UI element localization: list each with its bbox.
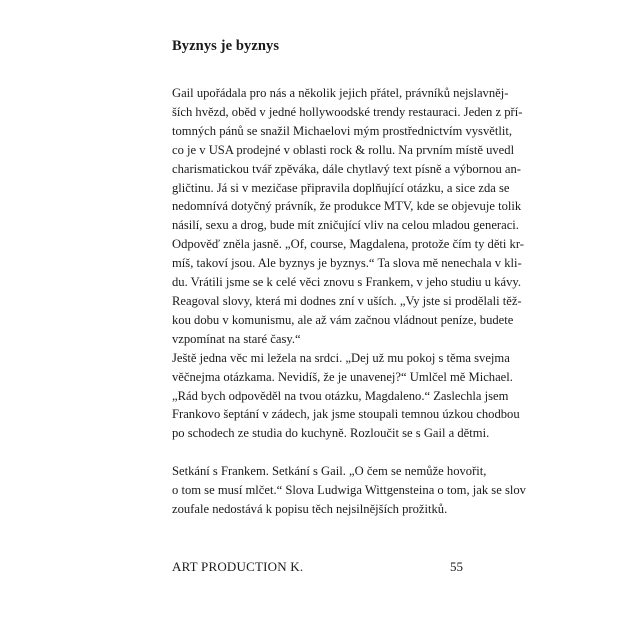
chapter-heading: Byznys je byznys (172, 38, 280, 54)
text-line: charismatickou tvář zpěváka, dále chytlavý text písně a výbornou an- (172, 161, 521, 176)
text-line: tomných pánů se snažil Michaelovi mým prostřednictvím vysvětlit, (172, 123, 512, 138)
text-line: du. Vrátili jsme se k celé věci znovu s Frankem, v jeho studiu u kávy. (172, 275, 521, 290)
text-line: po schodech ze studia do kuchyně. Rozloučit se s Gail a dětmi. (172, 426, 490, 441)
text-line: kou dobu v komunismu, ale až vám začnou vládnout peníze, budete (172, 312, 514, 327)
text-line: ších hvězd, oběd v jedné hollywoodské trendy restauraci. Jeden z pří- (172, 104, 523, 119)
text-line: o tom se musí mlčet.“ Slova Ludwiga Wittgensteina o tom, jak se slov (172, 483, 526, 498)
text-line: Setkání s Frankem. Setkání s Gail. „O čem se nemůže hovořit, (172, 464, 487, 479)
paragraph-2 (172, 349, 520, 444)
text-line: nedomnívá dotyčný právník, že produkce MTV, kde se objevuje tolik (172, 199, 522, 214)
body-text (172, 84, 526, 519)
text-line: „Rád bych odpověděl na tvou otázku, Magdaleno.“ Zaslechla jsem (172, 388, 509, 403)
text-line: Odpověď zněla jasně. „Of, course, Magdalena, protože čím ty děti kr- (172, 237, 524, 252)
footer-publisher: ART PRODUCTION K. (172, 559, 304, 574)
text-line: co je v USA prodejné v oblasti rock & rollu. Na prvním místě uvedl (172, 142, 515, 157)
text-line: Ještě jedna věc mi ležela na srdci. „Dej už mu pokoj s těma svejma (172, 350, 510, 365)
paragraph-3 (172, 462, 526, 519)
text-line: Gail upořádala pro nás a několik jejich přátel, právníků nejslavněj- (172, 86, 509, 100)
paragraph-1 (172, 84, 524, 349)
text-line: věčnejma otázkama. Nevidíš, že je unavenej?“ Umlčel mě Michael. (172, 369, 513, 384)
text-line: zoufale nedostává k popisu těch nejsilnějších prožitků. (172, 502, 448, 517)
text-line: násilí, sexu a drog, bude mít zničující vliv na celou mladou generaci. (172, 218, 519, 233)
text-line: vzpomínat na staré časy.“ (172, 331, 301, 346)
text-line: gličtinu. Já si v mezičase připravila doplňující otázku, a sice zda se (172, 180, 510, 195)
text-line: Reagoval slovy, která mi dodnes zní v uších. „Vy jste si prodělali těž- (172, 293, 522, 308)
section-gap (172, 443, 462, 462)
text-line: míš, takoví jsou. Ale byznys je byznys.“ Ta slova mě nenechala v kli- (172, 256, 522, 271)
text-line: Frankovo šeptání v zádech, jak jsme stoupali temnou úzkou chodbou (172, 407, 520, 422)
page-number: 55 (450, 559, 463, 574)
